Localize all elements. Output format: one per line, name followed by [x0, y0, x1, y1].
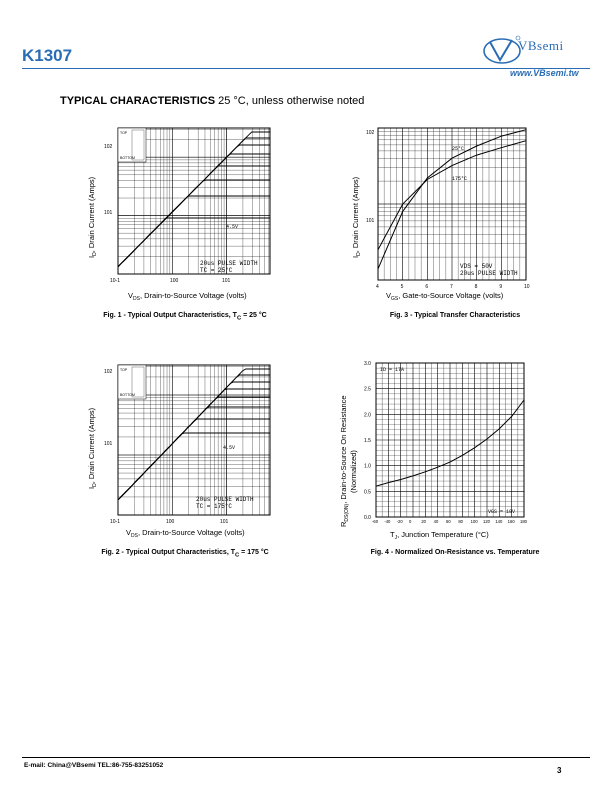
fig4-xtick: 160 [507, 519, 515, 524]
fig2-curve [118, 433, 270, 500]
fig4-xtick: -60 [372, 519, 379, 524]
fig4-xtick: 140 [495, 519, 503, 524]
fig4-ytick: 1.0 [364, 463, 371, 470]
part-number: K1307 [22, 46, 73, 65]
fig3-xtick: 6 [425, 284, 429, 290]
section-title-main: TYPICAL CHARACTERISTICS [60, 95, 216, 107]
fig1-ytick-1: 101 [104, 210, 113, 216]
fig2-caption: Fig. 2 - Typical Output Characteristics, $T_C = 175$ °C [101, 549, 269, 559]
fig1-note-2: TC = 25°C [200, 267, 233, 274]
fig4-xticks [372, 519, 528, 524]
fig4-xtick: -20 [396, 519, 403, 524]
fig2-curve [118, 382, 270, 500]
fig4-note-vgs: VGS = 10V [488, 509, 516, 515]
fig3-label-175: 175°C [452, 176, 468, 182]
fig3-ylabel: $I_D$, Drain Current (Amps) [351, 176, 362, 258]
fig1-xtick-0: 10-1 [110, 278, 121, 284]
fig2-curve [118, 419, 270, 500]
fig2-xtick-0: 10-1 [110, 519, 121, 525]
fig2-xtick-1: 100 [166, 519, 175, 525]
page-number: 3 [557, 766, 562, 775]
footer-contact: E-mail: China@VBsemi TEL:86-755-83251052 [24, 762, 164, 769]
fig1-note-1: 20us PULSE WIDTH [200, 260, 258, 267]
brand-name: VBsemi [518, 38, 564, 53]
fig3-xtick: 10 [524, 284, 530, 290]
fig4-grid [376, 363, 524, 517]
fig4-xtick: 120 [483, 519, 490, 524]
fig4-xtick: 180 [520, 519, 527, 524]
fig1-xtick-1: 100 [170, 278, 179, 284]
fig3-xtick: 7 [450, 284, 453, 290]
fig4-ytick: 2.5 [364, 386, 371, 393]
fig1-legend-top: TOP [120, 131, 128, 135]
fig1-curve-label: 4.5V [226, 224, 239, 230]
fig2-ylabel: $I_D$, Drain Current (Amps) [87, 407, 98, 489]
fig4-ytick: 1.5 [364, 438, 371, 444]
fig1-chart [80, 118, 280, 308]
fig4-xtick: 60 [446, 519, 451, 524]
fig4-ytick: 3.0 [364, 361, 371, 367]
fig4-ylabel-2: (Normalized) [349, 450, 358, 493]
fig4-ytick: 0.5 [364, 489, 371, 496]
fig3-ytick-0: 102 [366, 130, 375, 136]
fig4-xtick: 100 [470, 519, 478, 524]
fig4-xtick: 0 [409, 519, 412, 524]
fig4-yticks [364, 361, 371, 521]
fig1-caption: Fig. 1 - Typical Output Characteristics, $T_C = 25$ °C [103, 312, 267, 322]
fig1-xlabel: $V_{DS}$, Drain-to-Source Voltage (volts) [128, 291, 247, 302]
fig1-ytick-0: 102 [104, 144, 113, 150]
fig2-ytick-1: 101 [104, 441, 113, 447]
fig4-xtick: -40 [384, 519, 391, 524]
fig2-ytick-0: 102 [104, 369, 113, 375]
fig3-xtick: 4 [376, 284, 379, 290]
fig1-ylabel: $I_D$, Drain Current (Amps) [87, 176, 98, 258]
fig2-curve-label: 4.5V [223, 445, 236, 451]
fig2-legend-bottom: BOTTOM [120, 393, 135, 397]
fig1-curve [118, 154, 270, 267]
fig4-caption: Fig. 4 - Normalized On-Resistance vs. Temperature [370, 549, 540, 556]
fig4-note-id: ID = 17A [380, 367, 405, 373]
section-title-condition: 25 °C, unless otherwise noted [218, 95, 365, 107]
fig2-chart [80, 355, 280, 545]
fig4-xtick: 40 [433, 519, 439, 524]
fig3-chart [340, 118, 540, 308]
fig4-chart [340, 355, 540, 545]
fig2-xlabel: $V_{DS}$, Drain-to-Source Voltage (volts) [126, 528, 245, 539]
fig3-caption: Fig. 3 - Typical Transfer Characteristics [389, 312, 521, 319]
fig2-curve [118, 397, 270, 500]
fig2-note-1: 20us PULSE WIDTH [196, 496, 254, 503]
fig2-note-2: TC = 175°C [196, 503, 233, 510]
fig1-curve [118, 166, 270, 267]
fig1-legend-bottom: BOTTOM [120, 156, 135, 160]
fig3-xtick: 9 [499, 284, 503, 290]
fig1-curve [118, 196, 270, 267]
fig3-xtick: 5 [400, 284, 404, 290]
footer-divider [22, 757, 590, 758]
fig4-ytick: 2.0 [364, 412, 371, 419]
fig4-xtick: 20 [421, 519, 427, 524]
fig4-xlabel: $T_J$, Junction Temperature (°C) [390, 530, 489, 541]
fig3-ytick-1: 101 [366, 218, 375, 224]
section-title [60, 95, 364, 107]
header-divider [22, 68, 590, 69]
fig2-xtick-2: 101 [220, 519, 229, 525]
fig4-ytick: 0.0 [364, 515, 371, 521]
fig3-xtick: 8 [474, 284, 478, 290]
fig1-curve [118, 180, 270, 267]
fig2-legend-top: TOP [120, 368, 128, 372]
fig1-curve [118, 145, 270, 267]
fig3-note-2: 20us PULSE WIDTH [460, 270, 518, 277]
website-link[interactable]: www.VBsemi.tw [510, 68, 579, 78]
fig4-ylabel: $R_{DS(ON)}$, Drain-to-Source On Resistance [339, 395, 350, 527]
fig3-xlabel: $V_{GS}$, Gate-to-Source Voltage (volts) [386, 291, 504, 302]
fig3-note-1: VDS = 50V [460, 263, 493, 270]
fig3-label-25: 25°C [452, 146, 465, 152]
fig3-xticks [376, 284, 530, 290]
fig1-xtick-2: 101 [222, 278, 231, 284]
fig2-curve [118, 389, 270, 500]
fig4-xtick: 80 [458, 519, 464, 524]
